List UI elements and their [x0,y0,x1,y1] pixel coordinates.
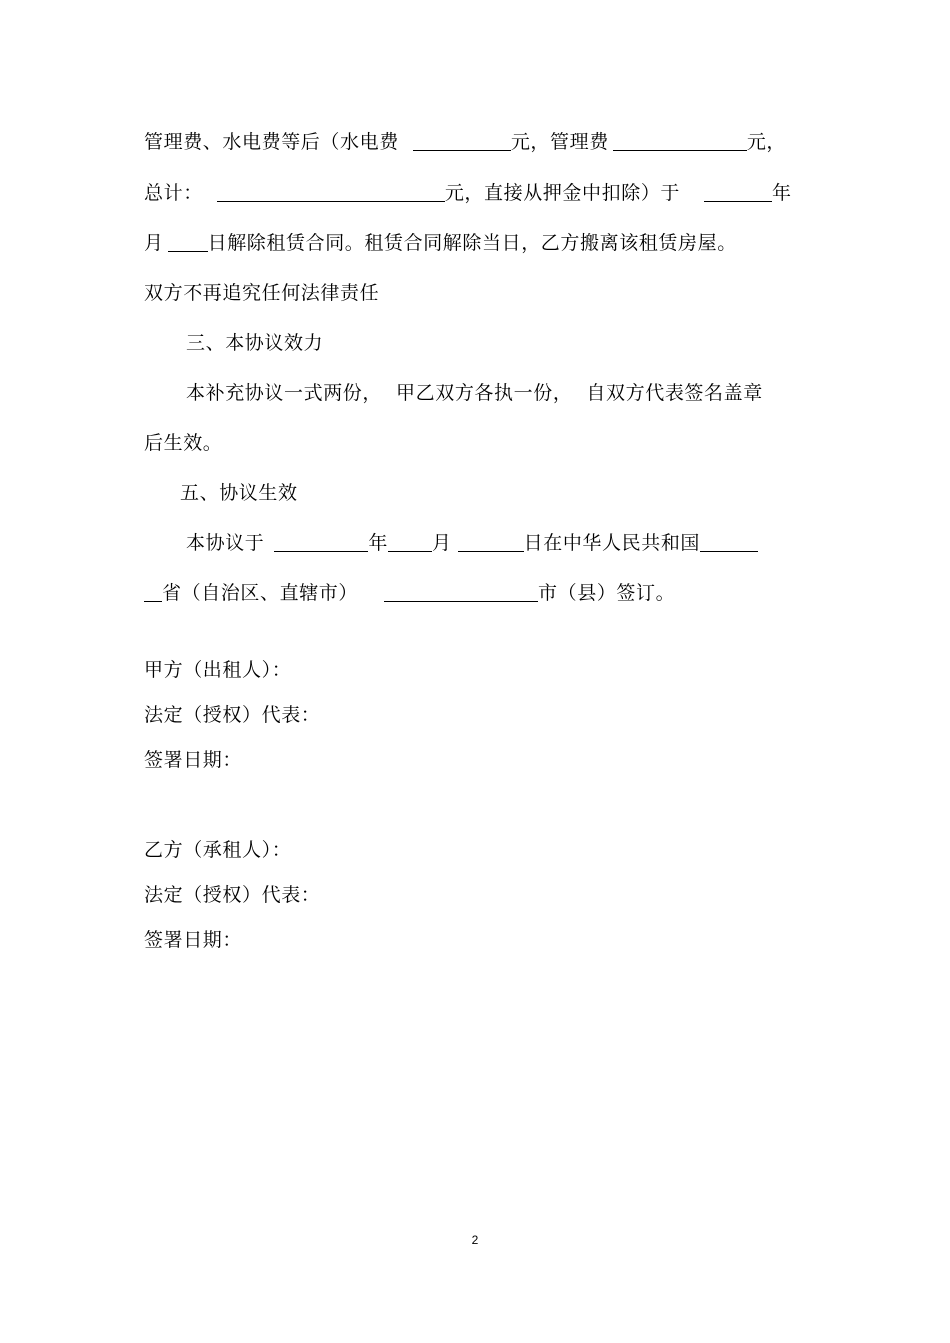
party-a-rep [144,703,320,727]
section-3-heading [186,331,323,355]
party-b-date [144,928,242,952]
blank-province-a [700,533,758,552]
blank-water-fee [413,132,511,151]
blank-province-b [144,583,162,602]
party-b-rep-text: 法定（授权）代表： [144,884,321,906]
party-b-date-text: 签署日期： [144,929,243,951]
text-month: 月 [144,232,164,254]
text-sign-year: 年 [368,532,389,554]
text-water-fee: 管理费、水电费等后（水电费 [144,131,399,153]
text-two-copies: 本补充协议一式两份， [186,382,383,404]
party-a-label-text: 甲方（出租人）： [144,659,292,681]
text-city-signed: 市（县）签订。 [538,582,676,604]
text-takes-effect: 后生效。 [144,432,223,454]
party-a-date-text: 签署日期： [144,749,243,771]
body-line-1 [144,130,786,154]
text-total: 总计： [144,182,203,204]
body-line-4 [144,281,379,305]
party-a-rep-text: 法定（授权）代表： [144,704,321,726]
party-b-label [144,838,291,862]
blank-year [704,183,772,202]
blank-month-day [168,233,208,252]
party-b-rep [144,883,320,907]
section-5-line-1 [186,531,758,555]
section-3-heading-text: 三、本协议效力 [186,332,324,354]
body-line-2 [144,181,792,205]
section-5-heading [180,481,298,505]
section-3-line-2 [144,431,222,455]
text-sign-month: 月 [432,532,452,554]
blank-city [384,583,538,602]
text-prc: 日在中华人民共和国 [523,532,701,554]
text-each-holds-one: 甲乙双方各执一份， [396,382,573,404]
party-a-date [144,748,242,772]
section-3-line-1 [186,381,763,405]
text-terminate-contract: 日解除租赁合同。租赁合同解除当日，乙方搬离该租赁房屋。 [207,232,737,254]
text-management-fee: 元，管理费 [510,131,609,153]
body-line-3 [144,231,737,255]
text-province: 省（自治区、直辖市） [162,582,359,604]
blank-sign-day [458,533,524,552]
blank-sign-month [388,533,432,552]
text-no-liability: 双方不再追究任何法律责任 [144,282,380,304]
text-year: 年 [772,182,792,204]
party-a-label [144,658,291,682]
text-deduct-deposit: 元，直接从押金中扣除）于 [444,182,681,204]
text-agreement-on: 本协议于 [186,532,265,554]
section-5-heading-text: 五、协议生效 [180,482,298,504]
section-5-line-2 [144,581,675,605]
text-sign-seal: 自双方代表签名盖章 [586,382,763,404]
party-b-label-text: 乙方（承租人）： [144,839,292,861]
blank-total [217,183,445,202]
blank-management-fee [613,132,747,151]
blank-sign-year [274,533,368,552]
page-number: 2 [471,1233,479,1247]
text-yuan: 元， [746,131,787,153]
